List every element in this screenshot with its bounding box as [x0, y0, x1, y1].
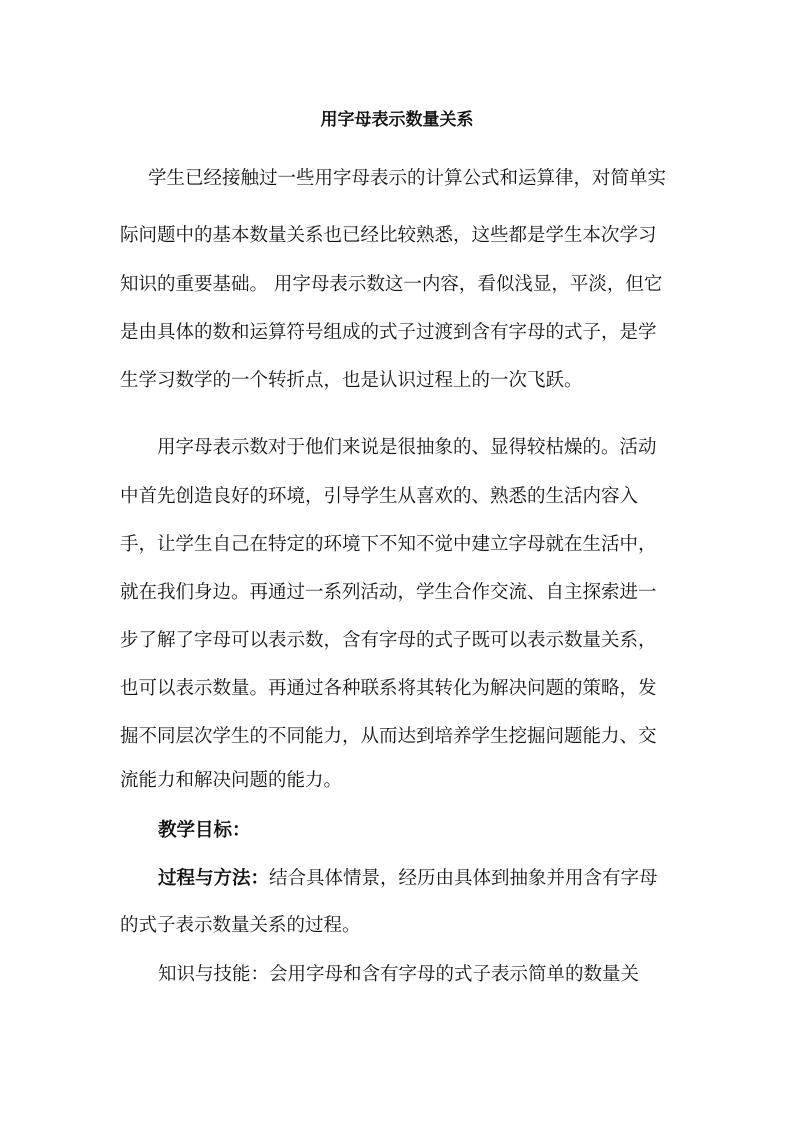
- paragraph-2-line-1: 用字母表示数对于他们来说是很抽象的、显得较枯燥的。活动: [157, 437, 657, 458]
- process-text: 结合具体情景，经历由具体到抽象并用含有字母: [269, 868, 658, 889]
- paragraph-2-line-4: 就在我们身边。再通过一系列活动，学生合作交流、自主探索进一: [120, 582, 657, 603]
- paragraph-2-line-6: 也可以表示数量。再通过各种联系将其转化为解决问题的策略，发: [120, 678, 657, 699]
- paragraph-1-line-4: 是由具体的数和运算符号组成的式子过渡到含有字母的式子，是学: [120, 322, 657, 343]
- paragraph-2-line-2: 中首先创造良好的环境，引导学生从喜欢的、熟悉的生活内容入: [120, 486, 639, 507]
- paragraph-2-line-3: 手，让学生自己在特定的环境下不知不觉中建立字母就在生活中，: [120, 534, 657, 555]
- process-line-1: [120, 864, 675, 894]
- paragraph-2-line-7: 掘不同层次学生的不同能力，从而达到培养学生挖掘问题能力、交: [120, 726, 657, 747]
- paragraph-1-line-5: 生学习数学的一个转折点，也是认识过程上的一次飞跃。: [120, 370, 583, 391]
- knowledge-line: 知识与技能：会用字母和含有字母的式子表示简单的数量关: [158, 964, 640, 985]
- goals-heading: 教学目标：: [158, 820, 251, 841]
- paragraph-1-line-2: 际问题中的基本数量关系也已经比较熟悉，这些都是学生本次学习: [120, 225, 657, 246]
- process-label: 过程与方法：: [158, 868, 270, 889]
- paragraph-2-line-5: 步了解了字母可以表示数，含有字母的式子既可以表示数量关系，: [120, 630, 657, 651]
- paragraph-1-line-3: 知识的重要基础。 用字母表示数这一内容，看似浅显，平淡，但它: [120, 274, 663, 295]
- document-title: 用字母表示数量关系: [320, 110, 474, 130]
- paragraph-2-line-8: 流能力和解决问题的能力。: [120, 770, 343, 791]
- paragraph-1-line-1: 学生已经接触过一些用字母表示的计算公式和运算律，对简单实: [148, 168, 667, 189]
- process-line-2: 的式子表示数量关系的过程。: [120, 915, 361, 936]
